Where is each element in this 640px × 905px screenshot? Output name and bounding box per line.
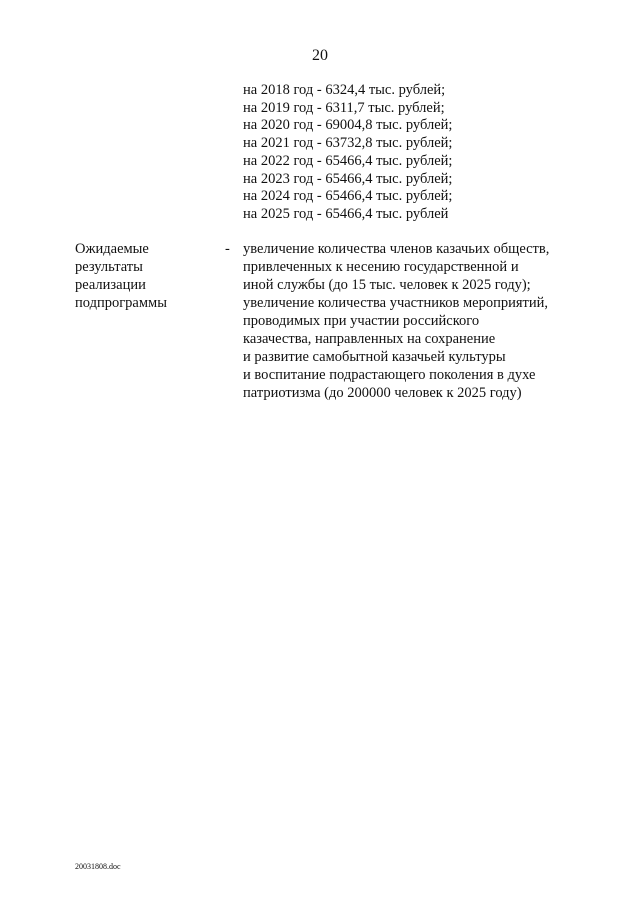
expected-results-text-line: привлеченных к несению государственной и — [243, 259, 519, 275]
funding-line-2024: на 2024 год - 65466,4 тыс. рублей; — [243, 188, 453, 205]
expected-results-text-line: проводимых при участии российского — [243, 313, 480, 329]
funding-line-2018: на 2018 год - 6324,4 тыс. рублей; — [243, 82, 446, 98]
expected-results-label-line: Ожидаемые — [75, 241, 149, 257]
funding-line-2023: на 2023 год - 65466,4 тыс. рублей; — [243, 170, 453, 187]
expected-results-dash: - — [225, 241, 230, 257]
expected-results-label-line: реализации — [75, 277, 146, 293]
expected-results-text-line: увеличение количества участников мероприятий, — [243, 295, 549, 311]
expected-results-label-line: результаты — [75, 259, 143, 275]
expected-results-text-line: иной службы (до 15 тыс. человек к 2025 году); — [243, 277, 531, 293]
funding-line-2021: на 2021 год - 63732,8 тыс. рублей; — [243, 135, 453, 152]
page-number: 20 — [312, 47, 328, 64]
expected-results-label-line: подпрограммы — [75, 295, 167, 311]
expected-results-label — [75, 240, 205, 312]
expected-results-text-line: и развитие самобытной казачьей культуры — [243, 349, 506, 365]
expected-results-text-line: увеличение количества членов казачьих обществ, — [243, 241, 550, 257]
funding-line-2019: на 2019 год - 6311,7 тыс. рублей; — [243, 99, 445, 116]
funding-by-year-list — [243, 82, 452, 224]
expected-results-text-line: казачества, направленных на сохранение — [243, 331, 496, 347]
expected-results-text-line: и воспитание подрастающего поколения в духе — [243, 367, 536, 383]
funding-line-2025: на 2025 год - 65466,4 тыс. рублей — [243, 205, 449, 222]
funding-line-2022: на 2022 год - 65466,4 тыс. рублей; — [243, 152, 453, 169]
funding-line-2020: на 2020 год - 69004,8 тыс. рублей; — [243, 117, 453, 134]
expected-results-text-line: патриотизма (до 200000 человек к 2025 году) — [243, 385, 522, 401]
document-filename: 20031808.doc — [75, 862, 121, 871]
expected-results-text — [243, 240, 549, 402]
